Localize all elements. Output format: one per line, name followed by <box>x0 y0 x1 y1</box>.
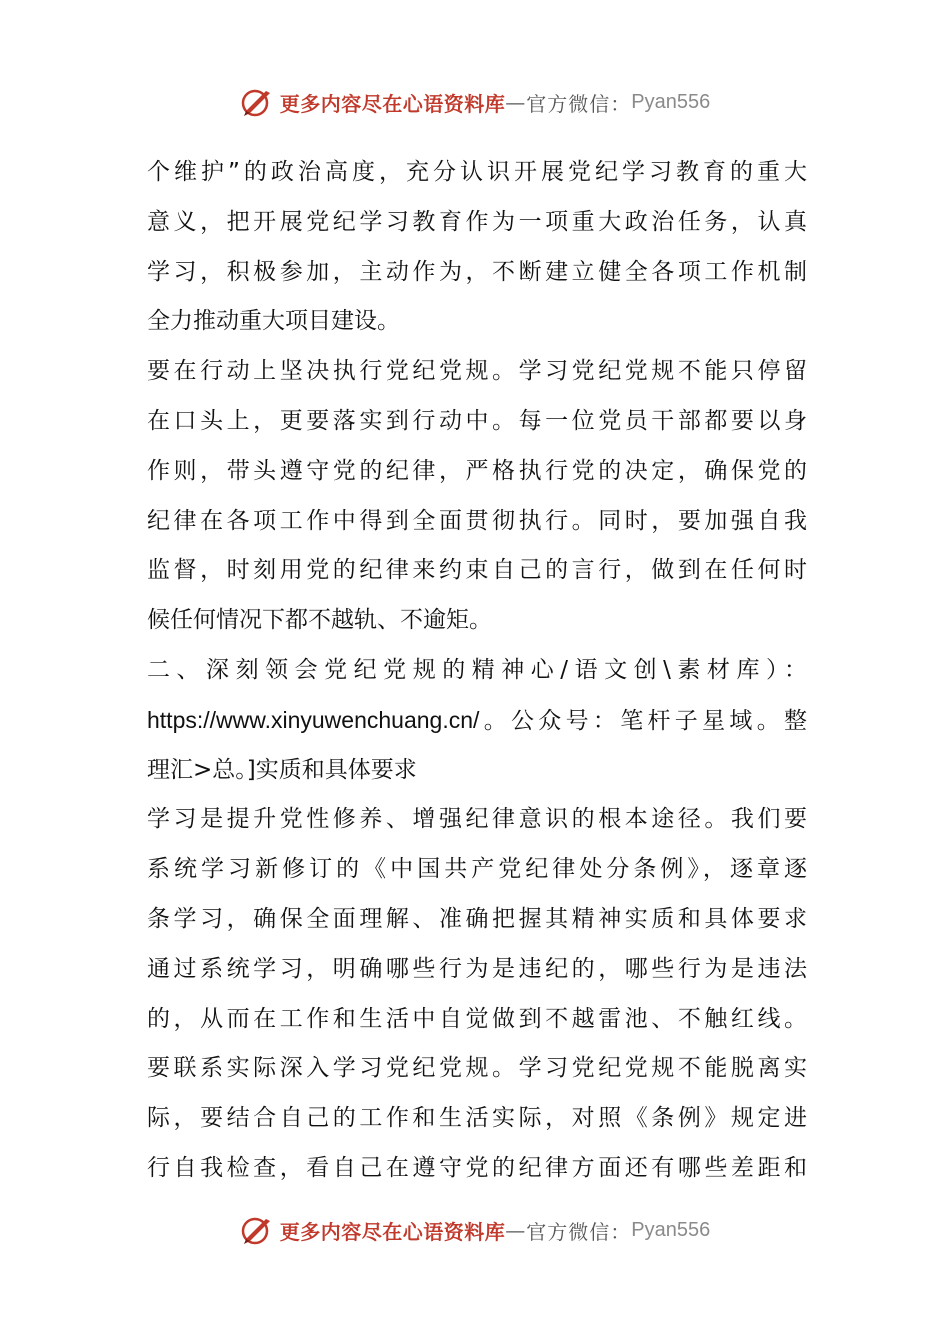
text-line: 通过系统学习，明确哪些行为是违纪的，哪些行为是违法 <box>147 955 807 982</box>
pen-logo-icon <box>240 1213 274 1247</box>
header-contact-id: Pyan556 <box>631 90 711 113</box>
text-line: 系统学习新修订的《中国共产党纪律处分条例》，逐章逐 <box>147 856 807 883</box>
text-line: 作则，带头遵守党的纪律，严格执行党的决定，确保党的 <box>147 457 807 484</box>
header-brand: 更多内容尽在心语资料库 <box>279 91 506 116</box>
text-line: 个维护”的政治高度，充分认识开展党纪学习教育的重大 <box>147 159 807 185</box>
text-line: 纪律在各项工作中得到全面贯彻执行。同时，要加强自我 <box>147 507 807 534</box>
header-banner <box>0 82 950 122</box>
text-line: 监督，时刻用党的纪律来约束自己的言行，做到在任何时 <box>147 557 807 584</box>
text-line: 条学习，确保全面理解、准确把握其精神实质和具体要求 <box>147 905 807 932</box>
header-separator: — <box>505 90 527 114</box>
text-line: 候任何情况下都不越轨、不逾矩。 <box>147 607 492 634</box>
footer-contact-id: Pyan556 <box>631 1218 711 1241</box>
footer-contact-label: 官方微信： <box>526 1219 632 1244</box>
text-line: 在口头上，更要落实到行动中。每一位党员干部都要以身 <box>147 407 807 434</box>
footer-brand: 更多内容尽在心语资料库 <box>279 1219 506 1244</box>
text-line: 全力推动重大项目建设。 <box>147 308 400 335</box>
footer-separator: — <box>505 1218 527 1242</box>
text-line: 行自我检查，看自己在遵守党的纪律方面还有哪些差距和 <box>147 1154 807 1181</box>
text-line: 际，要结合自己的工作和生活实际，对照《条例》规定进 <box>147 1105 807 1132</box>
text-line: 二、深刻领会党纪党规的精神心/语文创\素材库）： <box>147 656 807 683</box>
text-line: 要在行动上坚决执行党纪党规。学习党纪党规不能只停留 <box>147 358 807 385</box>
text-line: 学习是提升党性修养、增强纪律意识的根本途径。我们要 <box>147 806 807 833</box>
text-line: 意义，把开展党纪学习教育作为一项重大政治任务，认真 <box>147 208 807 235</box>
text-line-url: https://www.xinyuwenchuang.cn/。公众号：笔杆子星域。整 <box>147 706 807 733</box>
text-line: 要联系实际深入学习党纪党规。学习党纪党规不能脱离实 <box>147 1055 807 1082</box>
text-line: 学习，积极参加，主动作为，不断建立健全各项工作机制 <box>147 258 807 285</box>
document-body <box>147 148 807 1194</box>
text-line: 理汇>总。]实质和具体要求 <box>147 756 417 783</box>
header-contact-label: 官方微信： <box>526 91 632 116</box>
text-line: 的，从而在工作和生活中自觉做到不越雷池、不触红线。 <box>147 1005 807 1032</box>
pen-logo-icon <box>240 85 274 119</box>
footer-banner <box>0 1210 950 1250</box>
